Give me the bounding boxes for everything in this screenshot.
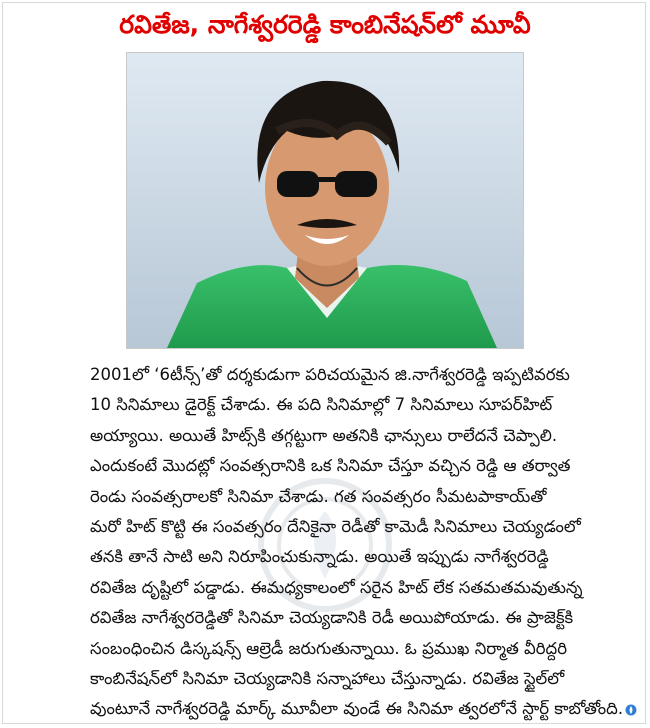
body-line: రెండు సంవత్సరాలకో సినిమా చేశాడు. గత సంవత్సరం సీమటపాకాయ్‌తో [90,486,547,506]
body-line: 10 సినిమాలు డైరెక్ట్ చేశాడు. ఈ పది సినిమాల్లో 7 సినిమాలు సూపర్‌హిట్ [90,395,553,415]
article-photo [126,52,524,349]
body-line: 2001లో ‘6టీన్స్’తో దర్శకుడుగా పరిచయమైన జి.నాగేశ్వరరెడ్డి ఇప్పటివరకు [90,365,570,384]
article-headline: రవితేజ, నాగేశ్వరరెడ్డి కాంబినేషన్‌లో మూవీ [119,10,531,39]
body-line: అయ్యాయి. అయితే హిట్స్‌కి తగ్గట్టుగా అతనికి ఛాన్సులు రాలేదనే చెప్పాలి. [90,425,558,445]
body-line: రవితేజ దృష్టిలో పడ్డాడు. ఈమధ్యకాలంలో సరైన హిట్ లేక సతమతమవుతున్న [90,577,583,597]
article-body [90,360,630,725]
body-line: మరో హిట్ కొట్టి ఈ సంవత్సరం దేనికైనా రెడీతో కామెడీ సినిమాలు చెయ్యడంలో [90,516,581,536]
person-photo-icon [127,53,523,348]
body-line-text: వుంటూనే నాగేశ్వరరెడ్డి మార్క్ మూవీలా వుండే ఈ సినిమా త్వరలోనే స్టార్ట్ కాబోతోంది. [90,699,624,719]
body-line: ఎందుకంటే మొదట్లో సంవత్సరానికి ఒక సినిమా చేస్తూ వచ్చిన రెడ్డి ఆ తర్వాత [90,456,571,476]
drop-logo-icon [625,704,637,716]
body-line: సంబంధించిన డిస్కషన్స్ ఆల్రెడీ జరుగుతున్నాయి. ఓ ప్రముఖ నిర్మాత వీరిద్దరి [90,638,567,658]
body-line: కాంబినేషన్‌లో సినిమా చెయ్యడానికి సన్నాహాలు చేస్తున్నాడు. రవితేజ స్టైల్‌లో [90,668,565,688]
body-line: రవితేజ నాగేశ్వరరెడ్డితో సినిమా చెయ్యడానికి రెడీ అయిపోయాడు. ఈ ప్రాజెక్ట్‌కి [90,608,574,628]
body-line-last [90,694,630,724]
body-line: తనకి తానే సాటి అని నిరూపించుకున్నాడు. అయితే ఇప్పుడు నాగేశ్వరరెడ్డి [90,547,549,567]
